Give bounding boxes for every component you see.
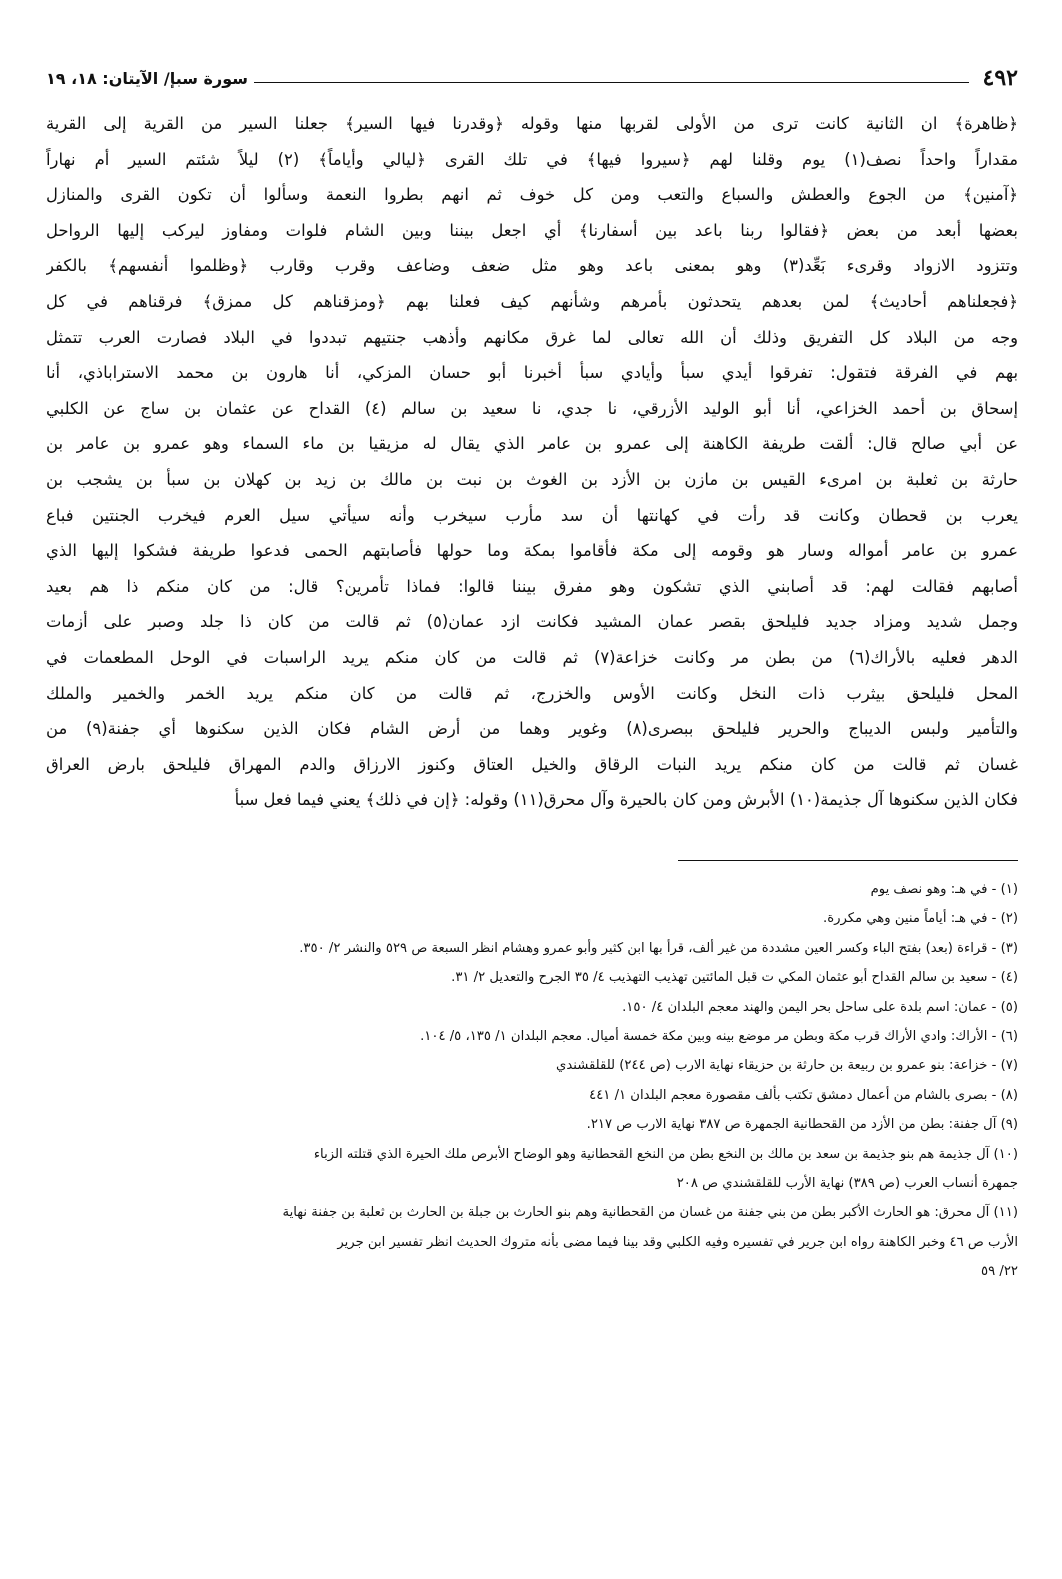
text-line: عمرو بن عامر أمواله وسار هو وقومه إلى مكة فأقاموا بمكة وما حولها فأصابتهم الحمى فدعوا طريفة فشكوا إليها الذي xyxy=(46,541,1018,561)
page-number: ٤٩٢ xyxy=(982,65,1018,91)
footnote-continuation: جمهرة أنساب العرب (ص ٣٨٩) نهاية الأرب للقلقشندي ص ٢٠٨ xyxy=(676,1175,1018,1191)
text-line: وجه من البلاد كل التفريق وذلك أن الله تعالى لما غرق مكانهم وأذهب جنتيهم تبددوا في البلاد فصارت العرب تتمثل xyxy=(46,327,1018,347)
text-line: ﴿آمنين﴾ من الجوع والعطش والسباع والتعب ومن كل خوف ثم انهم بطروا النعمة وسألوا أن تكون القرى والمنازل xyxy=(46,185,1018,205)
page-header xyxy=(46,58,1018,98)
footnote-item: (١) - في هـ: وهو نصف يوم xyxy=(870,881,1018,897)
footnote-continuation: الأرب ص ٤٦ وخبر الكاهنة رواه ابن جرير في تفسيره وفيه الكلبي وقد بينا فيما مضى بأنه متروك الحديث انظر تفسير ابن جرير xyxy=(337,1234,1018,1250)
text-line: المحل فليلحق بيثرب ذات النخل وكانت الأوس والخزرج، ثم قالت من كان منكم يريد الخمر والخمير والملك xyxy=(46,683,1018,703)
text-line: وتتزود الازواد وقرىء بَعِّد(٣) وهو بمعنى باعد وهو مثل ضعف وضاعف وقرب وقارب ﴿وظلموا أنفسهم﴾ بالكفر xyxy=(46,256,1018,276)
text-line: الدهر فعليه بالأراك(٦) من بطن مر وكانت خزاعة(٧) ثم قالت من كان منكم يريد الراسبات في الوحل المطعمات في xyxy=(46,647,1018,667)
footnote-item: (٧) - خزاعة: بنو عمرو بن ربيعة بن حارثة بن حزيقاء نهاية الارب (ص ٢٤٤) للقلقشندي xyxy=(556,1058,1018,1074)
text-line: مقداراً واحداً نصف(١) يوم وقلنا لهم ﴿سيروا فيها﴾ في تلك القرى ﴿ليالي وأياماً﴾ (٢) ليلاً شئتم السير أم نهاراً xyxy=(46,149,1018,169)
text-line: غسان ثم قالت من كان منكم يريد النبات الرقاق والخيل العتاق وكنوز الارزاق والدم المهراق فليلحق بارض العراق xyxy=(46,754,1018,774)
footnotes xyxy=(46,875,1018,1287)
footnote-item: (٣) - قراءة (بعد) بفتح الباء وكسر العين مشددة من غير ألف، قرأ بها ابن كثير وأبو عمرو وهشام انظر السبعة ص ٥٢٩ والنشر ٢/ ٣٥٠. xyxy=(299,940,1018,956)
footnote-item: (٤) - سعيد بن سالم القداح أبو عثمان المكي ت قبل المائتين تهذيب التهذيب ٤/ ٣٥ الجرح والتعديل ٢/ ٣١. xyxy=(451,970,1018,986)
text-line: وجمل شديد ومزاد جديد فليلحق بقصر عمان المشيد فكانت ازد عمان(٥) ثم قالت من كان ذا جلد وصبر على أزمات xyxy=(46,612,1018,632)
running-title: سورة سبإ/ الآيتان: ١٨، ١٩ xyxy=(46,68,248,88)
footnote-separator xyxy=(678,860,1018,861)
text-line: أصابهم فقالت لهم: قد أصابني الذي تشكون وهو مفرق بيننا قالوا: فماذا تأمرين؟ قال: من كان منكم ذا هم بعيد xyxy=(46,576,1018,596)
footnote-item: (٢) - في هـ: أياماً منين وهي مكررة. xyxy=(823,911,1018,927)
text-line: والتأمير ولبس الديباج والحرير فليلحق ببصرى(٨) وغوير وهما من أرض الشام فكان الذين سكنوها أي جفنة(٩) من xyxy=(46,719,1018,739)
footnote-continuation: ٢٢/ ٥٩ xyxy=(981,1264,1018,1280)
footnote-item: (٨) - بصرى بالشام من أعمال دمشق تكتب بألف مقصورة معجم البلدان ١/ ٤٤١ xyxy=(589,1087,1018,1103)
text-line: عن أبي صالح قال: ألقت طريفة الكاهنة إلى عمرو بن عامر الذي يقال له مزيقيا بن ماء السماء وهو عمرو بن عامر بن xyxy=(46,434,1018,454)
footnote-item: (٦) - الأراك: وادي الأراك قرب مكة وبطن مر موضع بينه وبين مكة خمسة أميال. معجم البلدان ١/ ١٣٥، ٥/ ١٠٤. xyxy=(420,1028,1018,1044)
text-line: يعرب بن قحطان وكانت قد رأت في كهانتها أن سد مأرب سيخرب وأنه سيأتي سيل العرم فيخرب الجنتين فباع xyxy=(46,505,1018,525)
text-line: ﴿فجعلناهم أحاديث﴾ لمن بعدهم يتحدثون بأمرهم وشأنهم كيف فعلنا بهم ﴿ومزقناهم كل ممزق﴾ فرقناهم في كل xyxy=(46,291,1018,311)
footnote-item: (٩) آل جفنة: بطن من الأزد من القحطانية الجمهرة ص ٣٨٧ نهاية الارب ص ٢١٧. xyxy=(586,1117,1018,1133)
text-line: فكان الذين سكنوها آل جذيمة(١٠) الأبرش ومن كان بالحيرة وآل محرق(١١) وقوله: ﴿إن في ذلك﴾ يعني فيما فعل سبأ xyxy=(234,790,1018,810)
header-rule xyxy=(254,82,969,83)
text-line: إسحاق بن أحمد الخزاعي، أنا أبو الوليد الأزرقي، نا جدي، نا سعيد بن سالم (٤) القداح عن عثمان بن ساج عن الكلبي xyxy=(46,398,1018,418)
footnote-item: (٥) - عمان: اسم بلدة على ساحل بحر اليمن والهند معجم البلدان ٤/ ١٥٠. xyxy=(622,999,1018,1015)
text-line: حارثة بن ثعلبة بن امرىء القيس بن مازن بن الأزد بن الغوث بن نبت بن مالك بن زيد بن كهلان بن سبأ بن يشجب بن xyxy=(46,469,1018,489)
text-line: بهم في الفرقة فتقول: تفرقوا أيدي سبأ وأيادي سبأ أخبرنا أبو حسان المزكي، أنا هارون بن محمد الاستراباذي، أنا xyxy=(46,363,1018,383)
footnote-item: (١٠) آل جذيمة هم بنو جذيمة بن سعد بن مالك بن النخع بطن من النخع القحطانية وهو الوضاح الأبرص ملك الحيرة الذي قتلته الزباء xyxy=(313,1146,1018,1162)
text-line: ﴿ظاهرة﴾ ان الثانية كانت ترى من الأولى لقربها منها وقوله ﴿وقدرنا فيها السير﴾ جعلنا السير من القرية إلى القرية xyxy=(46,114,1018,133)
main-text xyxy=(46,106,1018,818)
text-line: بعضها أبعد من بعض ﴿فقالوا ربنا باعد بين أسفارنا﴾ أي اجعل بيننا وبين الشام فلوات ومفاوز ليركب إليها الرواحل xyxy=(46,220,1018,240)
footnote-item: (١١) آل محرق: هو الحارث الأكبر بطن من بني جفنة من غسان من القحطانية وهم بنو الحارث بن جبلة بن الحارث بن ثعلبة بن جفنة نهاية xyxy=(282,1205,1018,1221)
